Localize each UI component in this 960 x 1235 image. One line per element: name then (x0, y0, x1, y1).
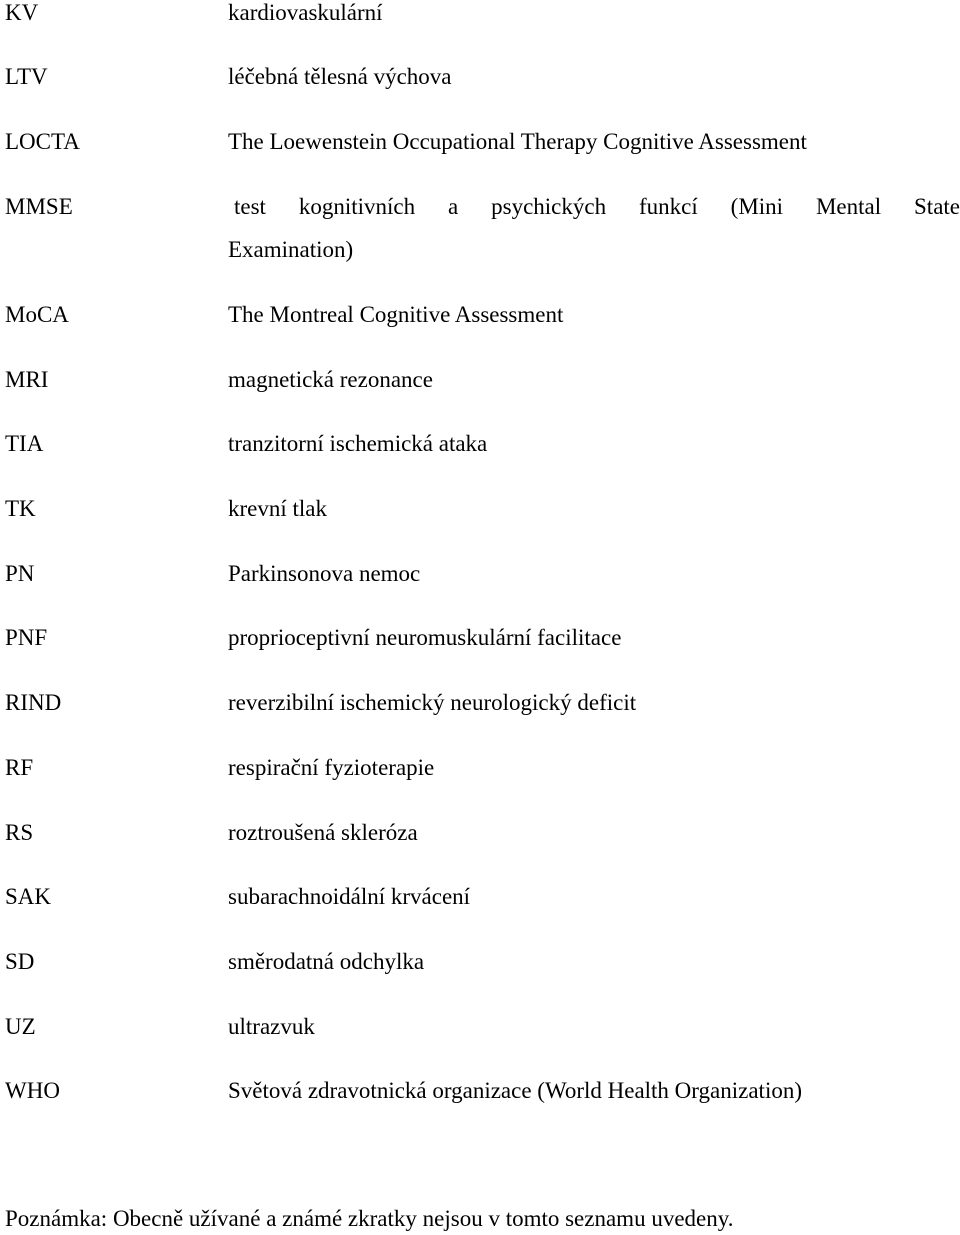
abbreviation-meaning: kardiovaskulární (228, 0, 383, 25)
abbreviation-meaning: Světová zdravotnická organizace (World Health Organization) (228, 1078, 802, 1103)
abbreviation-term: RIND (5, 690, 62, 715)
abbreviation-meaning: ultrazvuk (228, 1014, 315, 1039)
abbreviation-meaning: The Montreal Cognitive Assessment (228, 302, 564, 327)
abbreviation-meaning: roztroušená skleróza (228, 820, 418, 845)
abbreviation-term: KV (5, 0, 39, 25)
abbreviation-term: LOCTA (5, 129, 80, 154)
abbreviation-row (0, 129, 960, 169)
abbreviation-row (0, 496, 960, 536)
abbreviation-term: WHO (5, 1078, 60, 1103)
abbreviation-row (0, 367, 960, 407)
abbreviation-term: RF (5, 755, 34, 780)
abbreviation-term: SD (5, 949, 35, 974)
abbreviation-term: UZ (5, 1014, 36, 1039)
abbreviation-term: MRI (5, 367, 49, 392)
abbreviation-meaning: magnetická rezonance (228, 367, 433, 392)
abbreviation-meaning: Parkinsonova nemoc (228, 561, 421, 586)
abbreviation-row (0, 64, 960, 104)
abbreviation-meaning-continuation: Examination) (228, 237, 354, 262)
abbreviation-term: LTV (5, 64, 48, 89)
abbreviation-row (0, 1014, 960, 1054)
abbreviation-meaning: směrodatná odchylka (228, 949, 425, 974)
abbreviation-row (0, 884, 960, 924)
abbreviation-row (0, 755, 960, 795)
abbreviation-row (0, 561, 960, 601)
footnote: Poznámka: Obecně užívané a známé zkratky nejsou v tomto seznamu uvedeny. (5, 1206, 734, 1231)
abbreviation-row (0, 820, 960, 860)
abbreviation-meaning: The Loewenstein Occupational Therapy Cognitive Assessment (228, 129, 807, 154)
abbreviation-term: MMSE (5, 194, 73, 219)
abbreviation-meaning: subarachnoidální krvácení (228, 884, 471, 909)
abbreviation-term: SAK (5, 884, 52, 909)
abbreviation-meaning: proprioceptivní neuromuskulární facilitace (228, 625, 622, 650)
abbreviation-term: RS (5, 820, 34, 845)
abbreviation-row (0, 0, 960, 40)
abbreviation-meaning: test kognitivních a psychických funkcí (Mini Mental State (234, 194, 960, 219)
abbreviation-row (0, 690, 960, 730)
abbreviation-term: TIA (5, 431, 44, 456)
abbreviation-row (0, 949, 960, 989)
abbreviation-row (0, 431, 960, 471)
abbreviation-meaning: tranzitorní ischemická ataka (228, 431, 488, 456)
abbreviation-row (0, 302, 960, 342)
abbreviation-meaning: reverzibilní ischemický neurologický deficit (228, 690, 637, 715)
abbreviation-meaning: krevní tlak (228, 496, 327, 521)
abbreviation-term: PNF (5, 625, 48, 650)
abbreviation-row (0, 625, 960, 665)
abbreviation-row (0, 194, 960, 274)
abbreviation-meaning: respirační fyzioterapie (228, 755, 435, 780)
abbreviation-meaning: léčebná tělesná výchova (228, 64, 452, 89)
abbreviation-term: TK (5, 496, 36, 521)
abbreviation-row (0, 1078, 960, 1118)
abbreviation-term: PN (5, 561, 35, 586)
abbreviation-term: MoCA (5, 302, 69, 327)
